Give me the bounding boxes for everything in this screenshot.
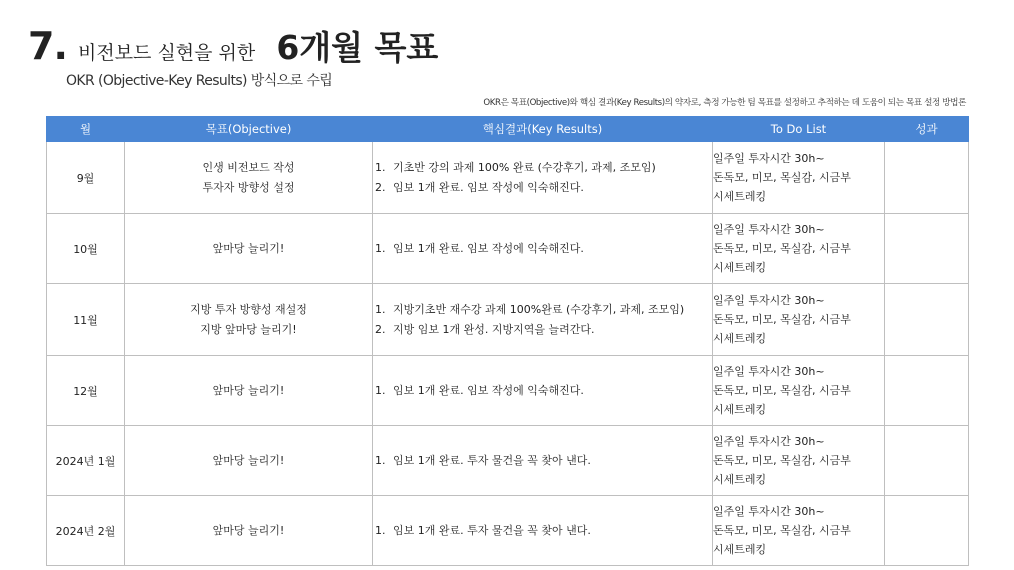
todo-cell — [713, 142, 885, 214]
okr-table — [46, 116, 969, 566]
objective-line: 앞마당 늘리기! — [212, 383, 285, 397]
objective-cell — [125, 284, 373, 356]
objective-cell — [125, 426, 373, 496]
objective-line: 지방 투자 방향성 재설정 — [190, 302, 307, 316]
performance-cell — [885, 214, 969, 284]
table-row — [47, 426, 969, 496]
key-results-list — [373, 300, 712, 340]
objective-cell — [125, 356, 373, 426]
objective-cell — [125, 142, 373, 214]
todo-item: 돈독모, 미모, 목실감, 시금부 — [713, 171, 851, 184]
table-row — [47, 214, 969, 284]
objective-line: 앞마당 늘리기! — [212, 241, 285, 255]
header-performance: 성과 — [885, 117, 969, 142]
table-row — [47, 356, 969, 426]
todo-item: 시세트레킹 — [713, 473, 767, 486]
key-result-item: 1. 임보 1개 완료. 투자 물건을 꼭 찾아 낸다. — [389, 521, 712, 541]
key-results-list — [373, 158, 712, 198]
todo-item: 시세트레킹 — [713, 403, 767, 416]
key-result-item: 1. 임보 1개 완료. 투자 물건을 꼭 찾아 낸다. — [389, 451, 712, 471]
todo-item: 시세트레킹 — [713, 543, 767, 556]
month-cell: 11월 — [47, 284, 125, 356]
header-month: 월 — [47, 117, 125, 142]
key-results-list — [373, 381, 712, 401]
page-title — [28, 22, 438, 66]
todo-item: 돈독모, 미모, 목실감, 시금부 — [713, 524, 851, 537]
performance-cell — [885, 356, 969, 426]
key-results-cell — [373, 496, 713, 566]
table-row — [47, 284, 969, 356]
header-key-results: 핵심결과(Key Results) — [373, 117, 713, 142]
month-cell: 2024년 2월 — [47, 496, 125, 566]
todo-item: 시세트레킹 — [713, 190, 767, 203]
todo-item: 일주일 투자시간 30h~ — [713, 223, 825, 236]
key-result-item: 2. 지방 임보 1개 완성. 지방지역을 늘려간다. — [389, 320, 712, 340]
objective-cell — [125, 496, 373, 566]
todo-item: 시세트레킹 — [713, 261, 767, 274]
okr-definition-note: OKR은 목표(Objective)와 핵심 결과(Key Results)의 약자로, 측정 가능한 팀 목표를 설정하고 추적하는 데 도움이 되는 목표 설정 방법론 — [483, 98, 966, 108]
objective-line: 앞마당 늘리기! — [212, 523, 285, 537]
performance-cell — [885, 426, 969, 496]
todo-item: 일주일 투자시간 30h~ — [713, 505, 825, 518]
performance-cell — [885, 284, 969, 356]
page-subtitle: OKR (Objective-Key Results) 방식으로 수립 — [66, 73, 333, 89]
todo-cell — [713, 496, 885, 566]
key-results-cell — [373, 214, 713, 284]
objective-line: 앞마당 늘리기! — [212, 453, 285, 467]
todo-item: 돈독모, 미모, 목실감, 시금부 — [713, 384, 851, 397]
todo-item: 일주일 투자시간 30h~ — [713, 365, 825, 378]
key-results-list — [373, 451, 712, 471]
table-header-row — [47, 117, 969, 142]
section-number: 7. — [28, 24, 67, 68]
key-result-item: 1. 기초반 강의 과제 100% 완료 (수강후기, 과제, 조모임) — [389, 158, 712, 178]
todo-item: 돈독모, 미모, 목실감, 시금부 — [713, 454, 851, 467]
objective-cell — [125, 214, 373, 284]
objective-line: 인생 비전보드 작성 — [202, 160, 295, 174]
key-results-cell — [373, 284, 713, 356]
performance-cell — [885, 496, 969, 566]
key-results-cell — [373, 426, 713, 496]
key-results-cell — [373, 356, 713, 426]
key-results-list — [373, 521, 712, 541]
title-main: 6개월 목표 — [276, 28, 439, 67]
todo-item: 시세트레킹 — [713, 332, 767, 345]
title-prefix: 비전보드 실현을 위한 — [77, 42, 256, 64]
header-todo: To Do List — [713, 117, 885, 142]
key-results-list — [373, 239, 712, 259]
todo-cell — [713, 214, 885, 284]
key-results-cell — [373, 142, 713, 214]
objective-line: 지방 앞마당 늘리기! — [200, 322, 297, 336]
month-cell: 10월 — [47, 214, 125, 284]
todo-item: 돈독모, 미모, 목실감, 시금부 — [713, 313, 851, 326]
table-row — [47, 142, 969, 214]
key-result-item: 1. 지방기초반 재수강 과제 100%완료 (수강후기, 과제, 조모임) — [389, 300, 712, 320]
objective-line: 투자자 방향성 설정 — [202, 180, 295, 194]
todo-item: 돈독모, 미모, 목실감, 시금부 — [713, 242, 851, 255]
todo-item: 일주일 투자시간 30h~ — [713, 152, 825, 165]
month-cell: 9월 — [47, 142, 125, 214]
month-cell: 2024년 1월 — [47, 426, 125, 496]
month-cell: 12월 — [47, 356, 125, 426]
key-result-item: 1. 임보 1개 완료. 임보 작성에 익숙해진다. — [389, 239, 712, 259]
todo-item: 일주일 투자시간 30h~ — [713, 435, 825, 448]
performance-cell — [885, 142, 969, 214]
key-result-item: 1. 임보 1개 완료. 임보 작성에 익숙해진다. — [389, 381, 712, 401]
todo-item: 일주일 투자시간 30h~ — [713, 294, 825, 307]
header-objective: 목표(Objective) — [125, 117, 373, 142]
todo-cell — [713, 426, 885, 496]
key-result-item: 2. 임보 1개 완료. 임보 작성에 익숙해진다. — [389, 178, 712, 198]
todo-cell — [713, 284, 885, 356]
todo-cell — [713, 356, 885, 426]
table-row — [47, 496, 969, 566]
